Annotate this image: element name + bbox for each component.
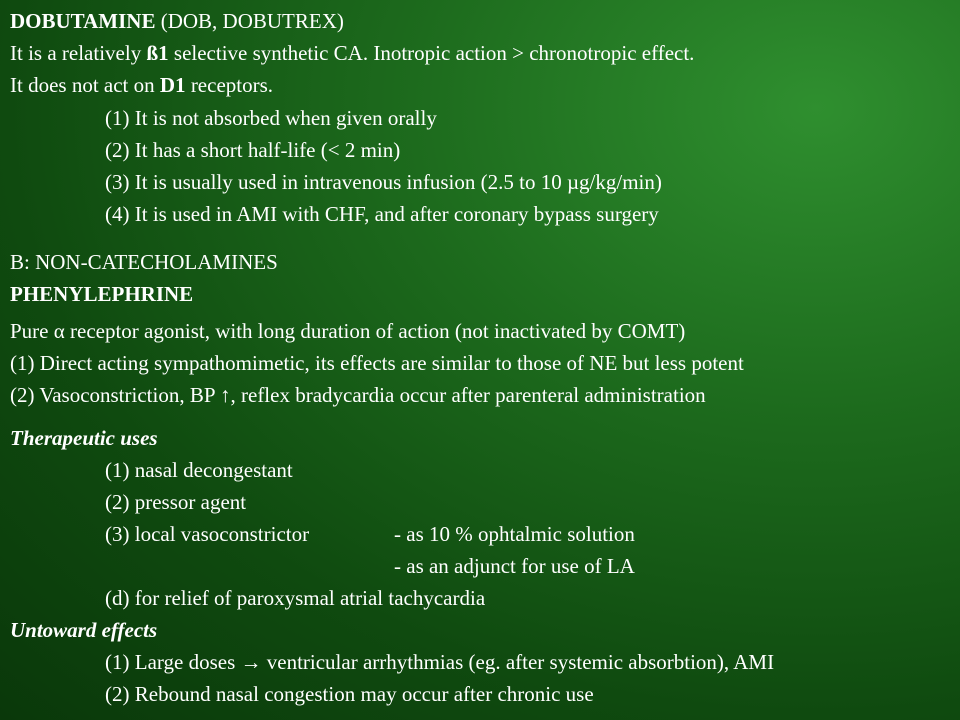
untoward-heading: Untoward effects — [10, 618, 158, 642]
text-segment: , reflex bradycardia occur after parenteral administration — [230, 383, 706, 407]
dobutamine-title-suffix: (DOB, DOBUTREX) — [155, 9, 344, 33]
d1-term: D1 — [159, 73, 186, 97]
therapeutic-use-2: (2) pressor agent — [105, 490, 247, 514]
dobutamine-title-line — [10, 8, 344, 34]
right-arrow-icon: → — [240, 650, 262, 674]
text-segment: It does not act on — [10, 73, 160, 97]
dobutamine-title: DOBUTAMINE — [10, 9, 156, 33]
dobutamine-point-2: (2) It has a short half-life (< 2 min) — [105, 138, 401, 162]
phenylephrine-line-1 — [10, 318, 685, 344]
alpha-symbol: α — [53, 319, 65, 343]
phenylephrine-line-3 — [10, 382, 706, 408]
dobutamine-point-4: (4) It is used in AMI with CHF, and after coronary bypass surgery — [105, 202, 659, 226]
dobutamine-point-3: (3) It is usually used in intravenous infusion (2.5 to 10 µg/kg/min) — [105, 170, 662, 194]
dobutamine-line-1 — [10, 40, 694, 66]
therapeutic-use-3-note-2: - as an adjunct for use of LA — [394, 554, 635, 578]
text-segment: receptors. — [185, 73, 274, 97]
dobutamine-point-1: (1) It is not absorbed when given orally — [105, 106, 437, 130]
noncat-heading: B: NON-CATECHOLAMINES — [10, 250, 278, 274]
untoward-effect-2: (2) Rebound nasal congestion may occur after chronic use — [105, 682, 594, 706]
therapeutic-use-3: (3) local vasoconstrictor — [105, 522, 310, 546]
text-segment: (2) Vasoconstriction, BP — [10, 383, 220, 407]
text-segment: Pure — [10, 319, 54, 343]
text-segment: It is a relatively — [10, 41, 147, 65]
dobutamine-line-2 — [10, 72, 273, 98]
therapeutic-use-4: (d) for relief of paroxysmal atrial tachycardia — [105, 586, 486, 610]
text-segment: ventricular arrhythmias (eg. after systemic absorbtion), AMI — [261, 650, 775, 674]
text-segment: selective synthetic CA. Inotropic action > chronotropic effect. — [168, 41, 695, 65]
therapeutic-use-1: (1) nasal decongestant — [105, 458, 293, 482]
phenylephrine-title: PHENYLEPHRINE — [10, 282, 194, 306]
therapeutic-heading: Therapeutic uses — [10, 426, 158, 450]
beta1-term: ß1 — [146, 41, 169, 65]
text-segment: (1) Large doses — [105, 650, 241, 674]
untoward-effect-1 — [105, 649, 774, 675]
phenylephrine-line-2: (1) Direct acting sympathomimetic, its effects are similar to those of NE but less potent — [10, 351, 744, 375]
text-segment: receptor agonist, with long duration of action (not inactivated by COMT) — [64, 319, 686, 343]
up-arrow-icon: ↑ — [220, 383, 231, 407]
therapeutic-use-3-note-1: - as 10 % ophtalmic solution — [394, 522, 635, 546]
